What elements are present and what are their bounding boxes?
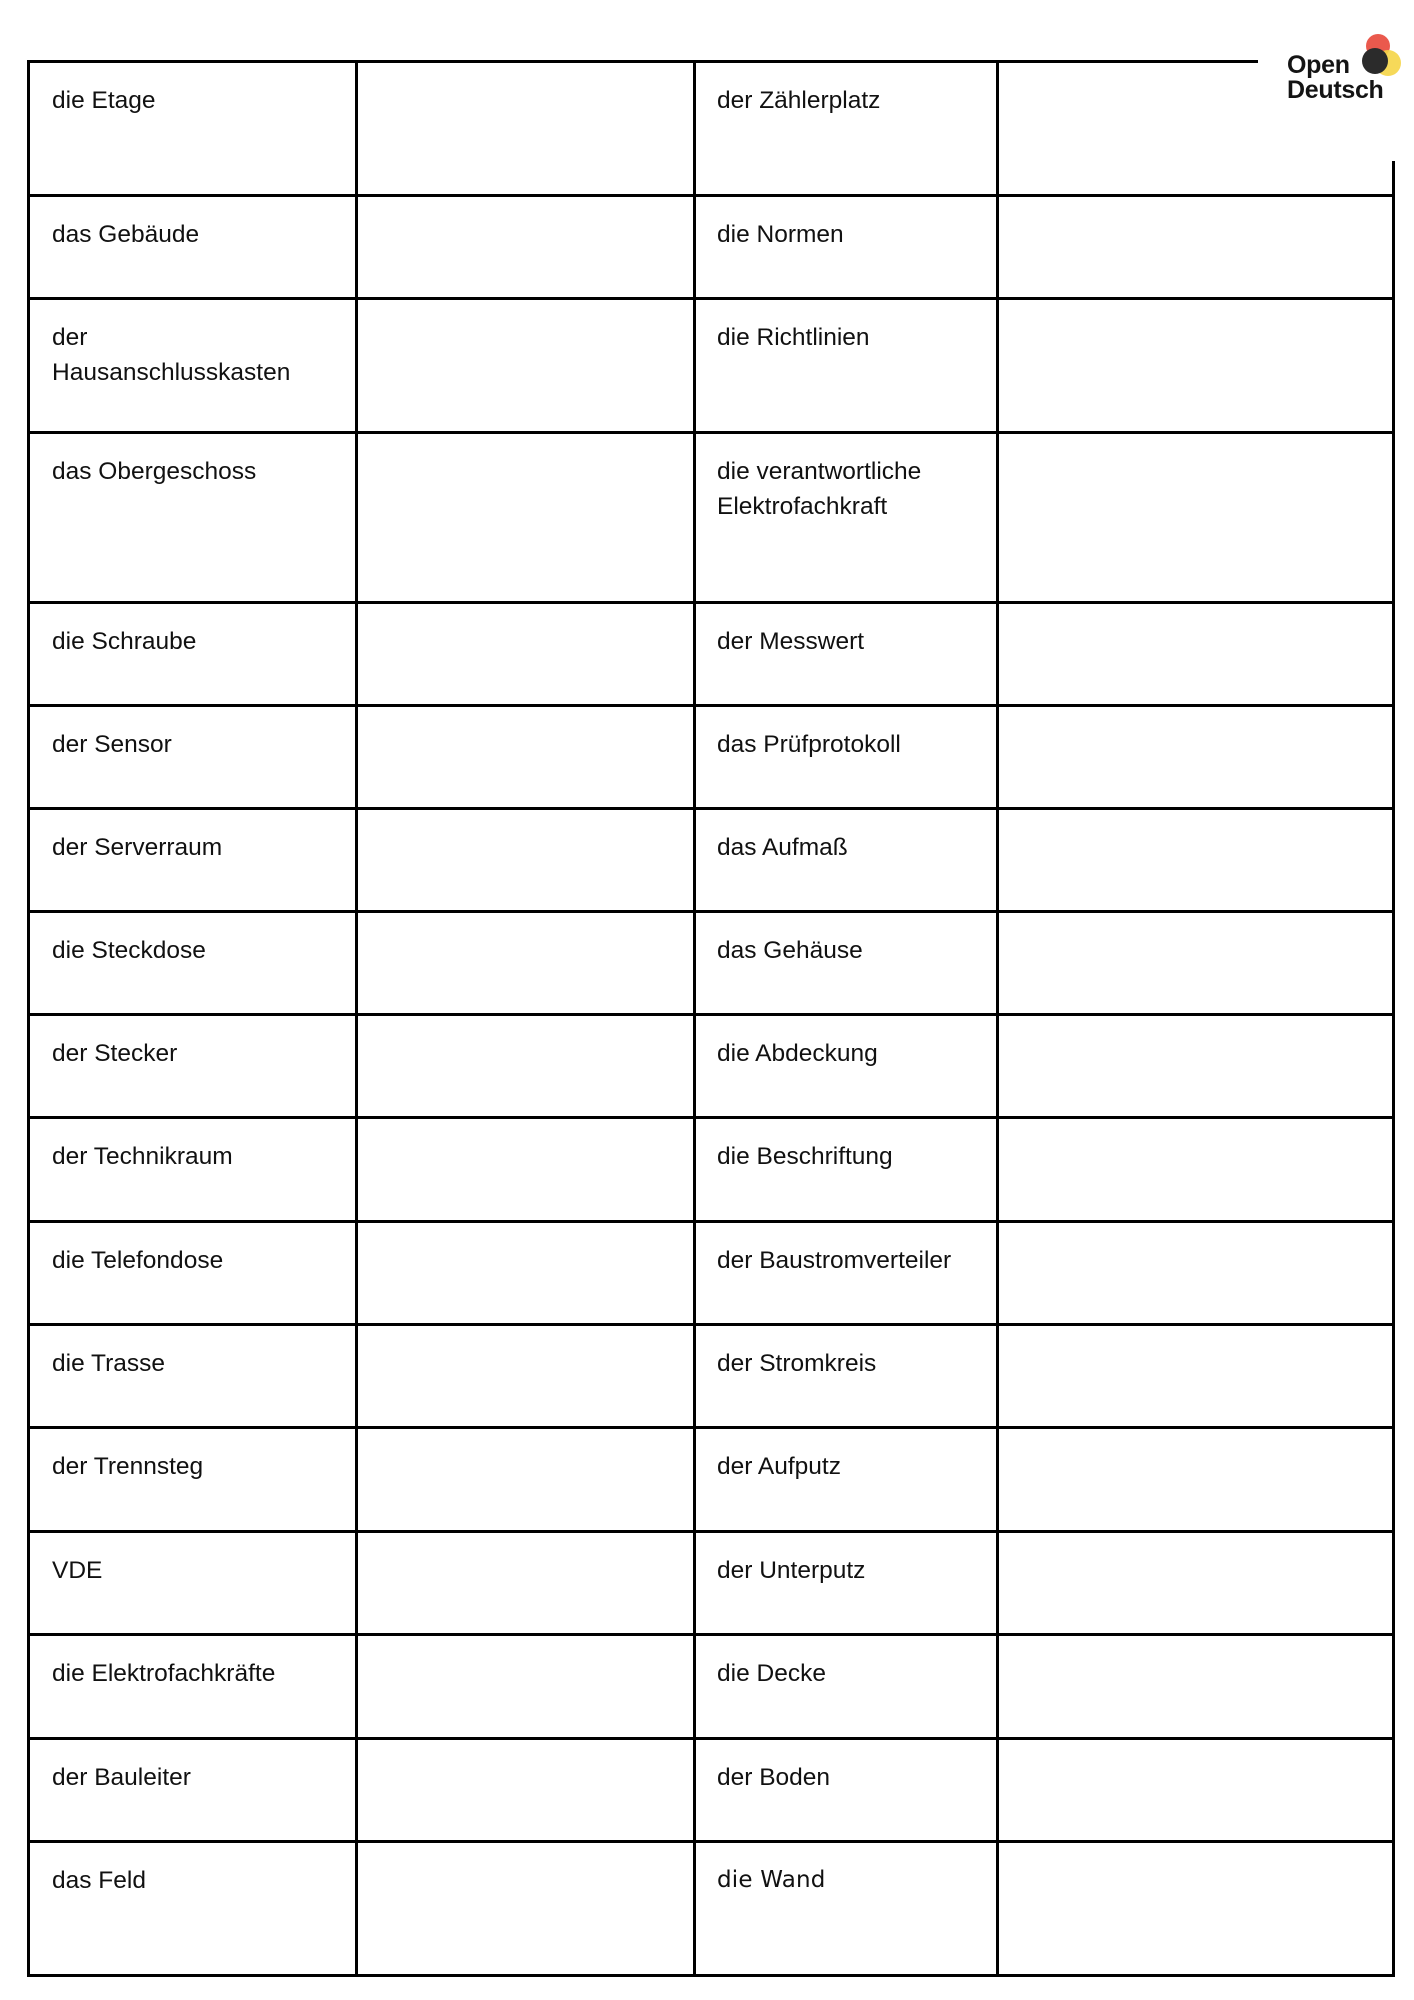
table-bottom-border [27,1974,1395,1977]
vocab-term-left: der Technikraum [52,1143,233,1170]
answer-cell-right[interactable] [999,1429,1391,1529]
vocab-term-left: das Obergeschoss [52,458,257,485]
table-left-border [27,60,30,1977]
answer-cell-left[interactable] [358,1533,692,1632]
vocab-term-right: der Messwert [717,628,865,655]
vocab-term-right: der Aufputz [717,1453,841,1480]
answer-cell-right[interactable] [999,810,1391,909]
answer-cell-right[interactable] [999,604,1391,703]
answer-cell-left[interactable] [358,63,692,193]
vocab-term-right: die Richtlinien [717,324,870,351]
vocab-term-right: das Aufmaß [717,834,848,861]
vocab-term-right: das Gehäuse [717,937,863,964]
answer-cell-left[interactable] [358,1223,692,1322]
answer-cell-right[interactable] [999,1223,1391,1322]
answer-cell-left[interactable] [358,1119,692,1219]
vocab-term-left: das Feld [52,1867,146,1894]
answer-cell-right[interactable] [999,1119,1391,1219]
answer-cell-right[interactable] [999,1533,1391,1632]
answer-cell-right[interactable] [999,913,1391,1012]
vocab-term-right: die Decke [717,1660,826,1687]
vocab-term-left: der Sensor [52,731,172,758]
answer-cell-left[interactable] [358,434,692,600]
answer-cell-left[interactable] [358,1016,692,1115]
answer-cell-right[interactable] [999,197,1391,296]
answer-cell-right[interactable] [999,1016,1391,1115]
vocab-term-right: die Abdeckung [717,1040,878,1067]
vocab-term-left: die Elektrofachkräfte [52,1660,276,1687]
answer-cell-right[interactable] [999,1636,1391,1736]
answer-cell-right[interactable] [999,1843,1391,1973]
vocab-term-left: der Serverraum [52,834,223,861]
logo-circles-icon [1358,32,1414,82]
vocab-term-left: der Hausanschlusskasten [52,324,291,386]
vocab-term-right: das Prüfprotokoll [717,731,901,758]
answer-cell-left[interactable] [358,604,692,703]
vocab-term-right: der Baustromverteiler [717,1247,952,1274]
vocab-term-right: der Boden [717,1764,831,1791]
table-right-border [1392,161,1395,1977]
vocab-term-right: der Unterputz [717,1557,866,1584]
vocab-term-left: der Stecker [52,1040,178,1067]
vocab-term-left: die Schraube [52,628,197,655]
vocab-term-right: die Beschriftung [717,1143,893,1170]
answer-cell-left[interactable] [358,1740,692,1839]
vocab-term-right: die Wand [717,1867,826,1893]
vocab-term-left: die Trasse [52,1350,166,1377]
logo-word-open: Open [1287,51,1350,79]
logo-dark-circle [1362,48,1388,74]
answer-cell-right[interactable] [999,1326,1391,1425]
vocab-term-left: die Telefondose [52,1247,224,1274]
vocab-term-left: der Trennsteg [52,1453,204,1480]
answer-cell-left[interactable] [358,913,692,1012]
answer-cell-left[interactable] [358,707,692,806]
answer-cell-left[interactable] [358,300,692,430]
vocab-term-left: VDE [52,1557,103,1584]
vocab-term-left: das Gebäude [52,221,200,248]
answer-cell-right[interactable] [999,300,1391,430]
vocab-term-right: der Stromkreis [717,1350,877,1377]
answer-cell-left[interactable] [358,810,692,909]
answer-cell-left[interactable] [358,197,692,296]
vocab-term-right: die verantwortliche Elektrofachkraft [717,458,922,520]
open-deutsch-logo [1262,28,1414,158]
answer-cell-right[interactable] [999,1740,1391,1839]
answer-cell-left[interactable] [358,1636,692,1736]
answer-cell-left[interactable] [358,1843,692,1973]
vocab-term-right: der Zählerplatz [717,87,881,114]
answer-cell-right[interactable] [999,707,1391,806]
vocab-term-left: die Etage [52,87,156,114]
answer-cell-right[interactable] [999,434,1391,600]
vocab-term-left: der Bauleiter [52,1764,191,1791]
vocab-term-right: die Normen [717,221,844,248]
vocab-term-left: die Steckdose [52,937,206,964]
answer-cell-left[interactable] [358,1326,692,1425]
answer-cell-left[interactable] [358,1429,692,1529]
column-divider [693,60,696,1977]
logo-word-deutsch: Deutsch [1287,76,1384,104]
